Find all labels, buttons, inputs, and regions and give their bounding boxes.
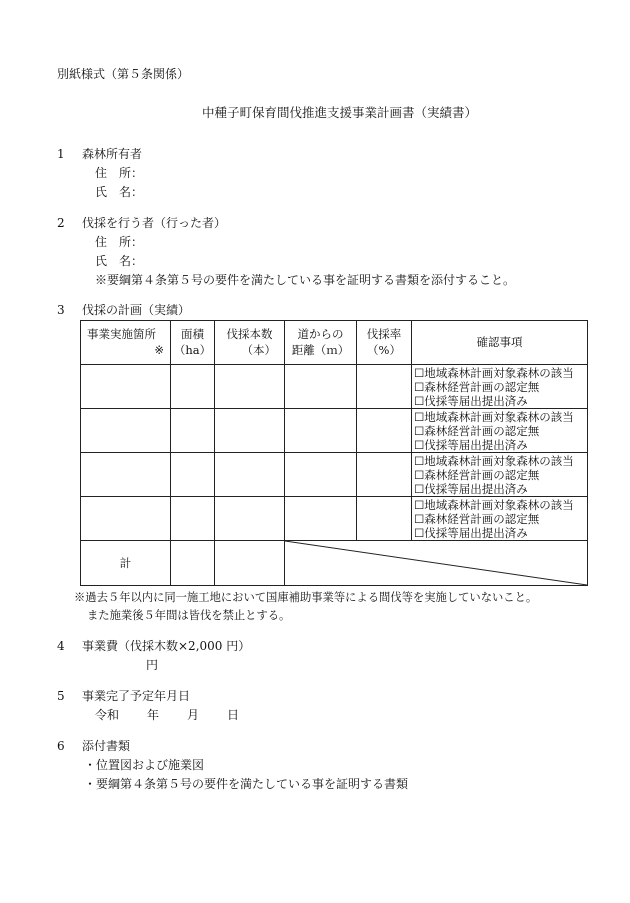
area-cell[interactable]	[171, 365, 215, 409]
logger-address-label: 住 所：	[95, 235, 144, 249]
header-rate-label: 伐採率	[366, 326, 402, 341]
header-area-unit: （ha）	[173, 342, 212, 357]
check-notification[interactable]: ☐伐採等届出提出済み	[414, 393, 528, 408]
check-notification[interactable]: ☐伐採等届出提出済み	[414, 525, 528, 540]
header-distance-unit: 距離（ｍ）	[291, 342, 350, 357]
confirm-checklist	[412, 497, 588, 541]
section-6-number: 6	[57, 739, 65, 753]
era-label: 令和	[95, 708, 120, 722]
site-cell[interactable]	[81, 497, 171, 541]
attachment-note: ※要綱第４条第５号の要件を満たしている事を証明する書類を添付すること。	[95, 273, 516, 287]
check-forest-plan[interactable]: ☐地域森林計画対象森林の該当	[414, 497, 574, 512]
header-count	[215, 321, 285, 365]
thinning-plan-table	[80, 320, 588, 586]
distance-cell[interactable]	[285, 497, 357, 541]
total-count-cell[interactable]	[215, 541, 285, 586]
header-distance-label: 道からの	[297, 326, 344, 341]
rate-cell[interactable]	[357, 453, 412, 497]
total-label: 計	[81, 541, 171, 586]
check-notification[interactable]: ☐伐採等届出提出済み	[414, 437, 528, 452]
area-cell[interactable]	[171, 409, 215, 453]
header-area	[171, 321, 215, 365]
section-1-number: 1	[57, 147, 65, 161]
header-rate-unit: （%）	[367, 342, 401, 357]
total-crossed-cell	[285, 541, 588, 586]
check-management-plan[interactable]: ☐森林経営計画の認定無	[414, 467, 540, 482]
count-cell[interactable]	[215, 409, 285, 453]
year-label: 年	[147, 708, 160, 722]
area-cell[interactable]	[171, 453, 215, 497]
month-label: 月	[187, 708, 200, 722]
document-title: 中種子町保育間伐推進支援事業計画書（実績書）	[202, 105, 478, 120]
table-row	[81, 365, 588, 409]
cost-yen-label: 円	[146, 658, 159, 672]
check-management-plan[interactable]: ☐森林経営計画の認定無	[414, 379, 540, 394]
logger-name-label: 氏 名：	[95, 254, 144, 268]
header-site-label: 事業実施箇所	[87, 326, 156, 341]
table-row	[81, 453, 588, 497]
rate-cell[interactable]	[357, 365, 412, 409]
check-forest-plan[interactable]: ☐地域森林計画対象森林の該当	[414, 365, 574, 380]
header-confirm: 確認事項	[412, 321, 588, 365]
header-count-unit: （本）	[241, 342, 276, 357]
check-forest-plan[interactable]: ☐地域森林計画対象森林の該当	[414, 453, 574, 468]
owner-address-label: 住 所：	[95, 166, 144, 180]
total-row	[81, 541, 588, 586]
header-count-label: 伐採本数	[226, 326, 273, 341]
form-reference: 別紙様式（第５条関係）	[57, 67, 190, 81]
count-cell[interactable]	[215, 365, 285, 409]
header-rate	[357, 321, 412, 365]
section-6-heading: 添付書類	[82, 739, 131, 753]
total-area-cell[interactable]	[171, 541, 215, 586]
area-cell[interactable]	[171, 497, 215, 541]
section-5-heading: 事業完了予定年月日	[82, 689, 191, 703]
distance-cell[interactable]	[285, 409, 357, 453]
section-3-heading: 伐採の計画（実績）	[82, 303, 191, 317]
section-1-heading: 森林所有者	[82, 147, 143, 161]
table-row	[81, 497, 588, 541]
section-5-number: 5	[57, 689, 65, 703]
section-4-heading: 事業費（伐採木数×2,000 円）	[82, 639, 251, 653]
footnote-clearcut-ban: また施業後５年間は皆伐を禁止とする。	[87, 609, 291, 622]
site-cell[interactable]	[81, 409, 171, 453]
attachment-item: ・要綱第４条第５号の要件を満たしている事を証明する書類	[84, 777, 409, 791]
diagonal-line	[285, 541, 587, 585]
footnote-past-five-years: ※過去５年以内に同一施工地において国庫補助事業等による間伐等を実施していないこと。	[74, 591, 538, 604]
confirm-checklist	[412, 365, 588, 409]
section-3-number: 3	[57, 303, 65, 317]
count-cell[interactable]	[215, 497, 285, 541]
check-management-plan[interactable]: ☐森林経営計画の認定無	[414, 423, 540, 438]
owner-name-label: 氏 名：	[95, 185, 144, 199]
distance-cell[interactable]	[285, 453, 357, 497]
rate-cell[interactable]	[357, 409, 412, 453]
check-forest-plan[interactable]: ☐地域森林計画対象森林の該当	[414, 409, 574, 424]
distance-cell[interactable]	[285, 365, 357, 409]
confirm-checklist	[412, 409, 588, 453]
header-area-label: 面積	[181, 326, 204, 341]
check-management-plan[interactable]: ☐森林経営計画の認定無	[414, 511, 540, 526]
section-2-number: 2	[57, 216, 65, 230]
header-site-mark: ※	[154, 342, 164, 357]
rate-cell[interactable]	[357, 497, 412, 541]
count-cell[interactable]	[215, 453, 285, 497]
attachment-item: ・位置図および施業図	[84, 758, 205, 772]
table-header-row	[81, 321, 588, 365]
site-cell[interactable]	[81, 365, 171, 409]
check-notification[interactable]: ☐伐採等届出提出済み	[414, 481, 528, 496]
day-label: 日	[227, 708, 240, 722]
section-2-heading: 伐採を行う者（行った者）	[82, 216, 227, 230]
confirm-checklist	[412, 453, 588, 497]
header-site	[81, 321, 171, 365]
table-row	[81, 409, 588, 453]
header-distance	[285, 321, 357, 365]
site-cell[interactable]	[81, 453, 171, 497]
section-4-number: 4	[57, 639, 65, 653]
